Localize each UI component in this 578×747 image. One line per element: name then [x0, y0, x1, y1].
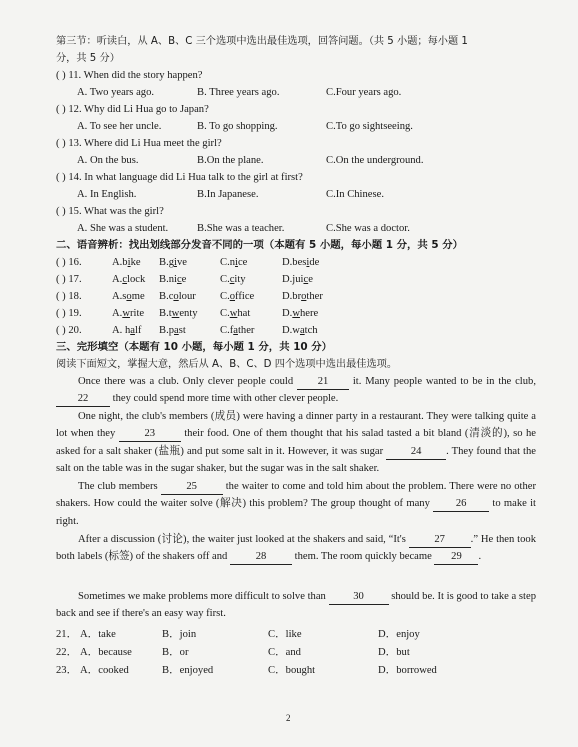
question-12-option-a: A. To see her uncle.	[77, 121, 162, 132]
phonetics-option-b: B.past	[159, 325, 186, 336]
question-13-option-b: B.On the plane.	[197, 155, 264, 166]
option-a: A．cooked	[80, 665, 129, 676]
question-11-option-a: A. Two years ago.	[77, 87, 155, 98]
phonetics-num: ( ) 19.	[56, 308, 82, 319]
phonetics-option-a: A.write	[112, 308, 145, 319]
section3-header-line2: 分，共 5 分）	[56, 53, 120, 64]
passage-paragraph-3: The club members 25 the waiter to come and told him about the problem. There were no other shakers. How could the waiter solve (解决) this problem? The group thought of many 26 to make it right.	[56, 481, 536, 527]
option-c: C．and	[268, 647, 301, 658]
phonetics-num: ( ) 17.	[56, 274, 82, 285]
phonetics-option-b: B.twenty	[159, 308, 198, 319]
option-c: C．like	[268, 629, 302, 640]
blank-22: 22	[56, 392, 110, 407]
option-b: B．enjoyed	[162, 665, 214, 676]
question-12-option-c: C.To go sightseeing.	[326, 121, 413, 132]
blank-28: 28	[230, 550, 292, 565]
blank-29: 29	[434, 550, 478, 565]
question-11-option-b: B. Three years ago.	[197, 87, 280, 98]
phonetics-option-a: A.some	[112, 291, 145, 302]
page-number: 2	[286, 713, 291, 723]
blank-30: 30	[329, 590, 389, 605]
phonetics-option-a: A.bike	[112, 257, 141, 268]
question-12-stem: ( ) 12. Why did Li Hua go to Japan?	[56, 104, 209, 115]
phonetics-option-a: A.clock	[112, 274, 146, 285]
option-number: 22．	[56, 647, 78, 658]
option-d: D．borrowed	[378, 665, 437, 676]
blank-23: 23	[119, 427, 181, 442]
phonetics-option-b: B.colour	[159, 291, 196, 302]
phonetics-option-c: C.father	[220, 325, 255, 336]
question-14-option-a: A. In English.	[77, 189, 137, 200]
question-15-option-a: A. She was a student.	[77, 223, 169, 234]
question-14-option-c: C.In Chinese.	[326, 189, 384, 200]
phonetics-option-c: C.nice	[220, 257, 248, 268]
phonetics-option-c: C.office	[220, 291, 255, 302]
phonetics-option-d: D.juice	[282, 274, 313, 285]
phonetics-option-d: D.watch	[282, 325, 318, 336]
option-a: A．take	[80, 629, 116, 640]
blank-21: 21	[297, 375, 349, 390]
blank-25: 25	[161, 480, 223, 495]
option-number: 23．	[56, 665, 78, 676]
passage-paragraph-5: Sometimes we make problems more difficult to solve than 30 should be. It is good to take a step back and see if there's an easy way first.	[56, 591, 536, 620]
phonetics-option-c: C.city	[220, 274, 246, 285]
phonetics-option-a: A. half	[112, 325, 142, 336]
question-15-option-b: B.She was a teacher.	[197, 223, 285, 234]
blank-27: 27	[409, 533, 471, 548]
question-15-option-c: C.She was a doctor.	[326, 223, 410, 234]
phonetics-option-d: D.beside	[282, 257, 320, 268]
phonetics-section-header: 二、语音辨析：找出划线部分发音不同的一项（本题有 5 小题，每小题 1 分，共 5 分）	[56, 239, 464, 251]
option-d: D．but	[378, 647, 410, 658]
blank-26: 26	[433, 497, 489, 512]
question-14-option-b: B.In Japanese.	[197, 189, 259, 200]
question-11-option-c: C.Four years ago.	[326, 87, 402, 98]
passage-paragraph-4: After a discussion (讨论), the waiter just looked at the shakers and said, “It's 27 .” He then took both labels (标签) of the shakers off and 28 them. The room quickly became 29 .	[56, 531, 536, 566]
option-a: A．because	[80, 647, 132, 658]
option-b: B．or	[162, 647, 189, 658]
question-13-stem: ( ) 13. Where did Li Hua meet the girl?	[56, 138, 222, 149]
question-15-stem: ( ) 15. What was the girl?	[56, 206, 164, 217]
question-13-option-a: A. On the bus.	[77, 155, 139, 166]
section3-header-line1: 第三节：听读白，从 A、B、C 三个选项中选出最佳选项，回答问题。（共 5 小题；每小题 1	[56, 36, 468, 47]
blank-24: 24	[386, 445, 446, 460]
phonetics-option-c: C.what	[220, 308, 251, 319]
passage-paragraph-2: One night, the club's members (成员) were having a dinner party in a restaurant. They were talking quite a lot when they 23 their food. One of them thought that his salad tasted a bit bland (清淡的), so he asked for a salt shaker (盐瓶) and put some salt in it. However, it was sugar 24 . They found that the salt on the table was in the sugar shaker, but the sugar was in the salt shaker.	[56, 411, 536, 475]
option-d: D．enjoy	[378, 629, 420, 640]
phonetics-num: ( ) 16.	[56, 257, 82, 268]
phonetics-option-d: D.where	[282, 308, 319, 319]
option-number: 21．	[56, 629, 78, 640]
cloze-section-header: 三、完形填空（本题有 10 小题，每小题 1 分，共 10 分）	[56, 341, 333, 353]
passage-paragraph-1: Once there was a club. Only clever people could 21 it. Many people wanted to be in the club, 22 they could spend more time with other clever people.	[56, 373, 536, 408]
option-b: B．join	[162, 629, 197, 640]
question-14-stem: ( ) 14. In what language did Li Hua talk to the girl at first?	[56, 172, 303, 183]
question-11-stem: ( ) 11. When did the story happen?	[56, 70, 203, 81]
question-12-option-b: B. To go shopping.	[197, 121, 278, 132]
phonetics-option-b: B.give	[159, 257, 187, 268]
phonetics-num: ( ) 18.	[56, 291, 82, 302]
phonetics-option-d: D.brother	[282, 291, 323, 302]
question-13-option-c: C.On the underground.	[326, 155, 424, 166]
cloze-instructions: 阅读下面短文，掌握大意，然后从 A、B、C、D 四个选项中选出最佳选项。	[56, 359, 398, 370]
phonetics-num: ( ) 20.	[56, 325, 82, 336]
option-c: C．bought	[268, 665, 316, 676]
phonetics-option-b: B.nice	[159, 274, 187, 285]
